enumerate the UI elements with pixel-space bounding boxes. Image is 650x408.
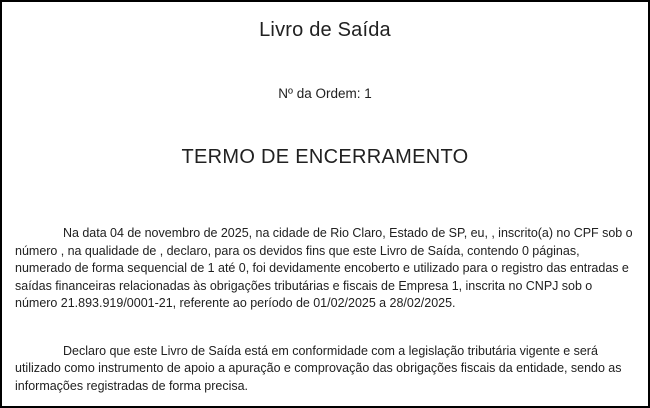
order-number: Nº da Ordem: 1 bbox=[278, 86, 372, 101]
document-title: Livro de Saída bbox=[259, 19, 391, 41]
closing-term-paragraph-1: Na data 04 de novembro de 2025, na cidade de Rio Claro, Estado de SP, eu, , inscrito(a) no CPF sob o número , na qualidade de , declaro, para os devidos fins que este Livro de Saída, contendo 0 páginas, numerado de forma sequencial de 1 até 0, foi devidamente encoberto e utilizado para o registro das entradas e saídas financeiras relacionadas às obrigações tributárias e fiscais de Empresa 1, inscrita no CNPJ sob o número 21.893.919/0001-21, referente ao período de 01/02/2025 a 28/02/2025. bbox=[15, 226, 633, 310]
closing-term-paragraph-2: Declaro que este Livro de Saída está em conformidade com a legislação tributária vigente e será utilizado como instrumento de apoio a apuração e comprovação das obrigações fiscais da entidade, sendo as informações registradas de forma precisa. bbox=[15, 343, 622, 393]
section-title: TERMO DE ENCERRAMENTO bbox=[181, 146, 469, 168]
document-body bbox=[15, 225, 636, 395]
